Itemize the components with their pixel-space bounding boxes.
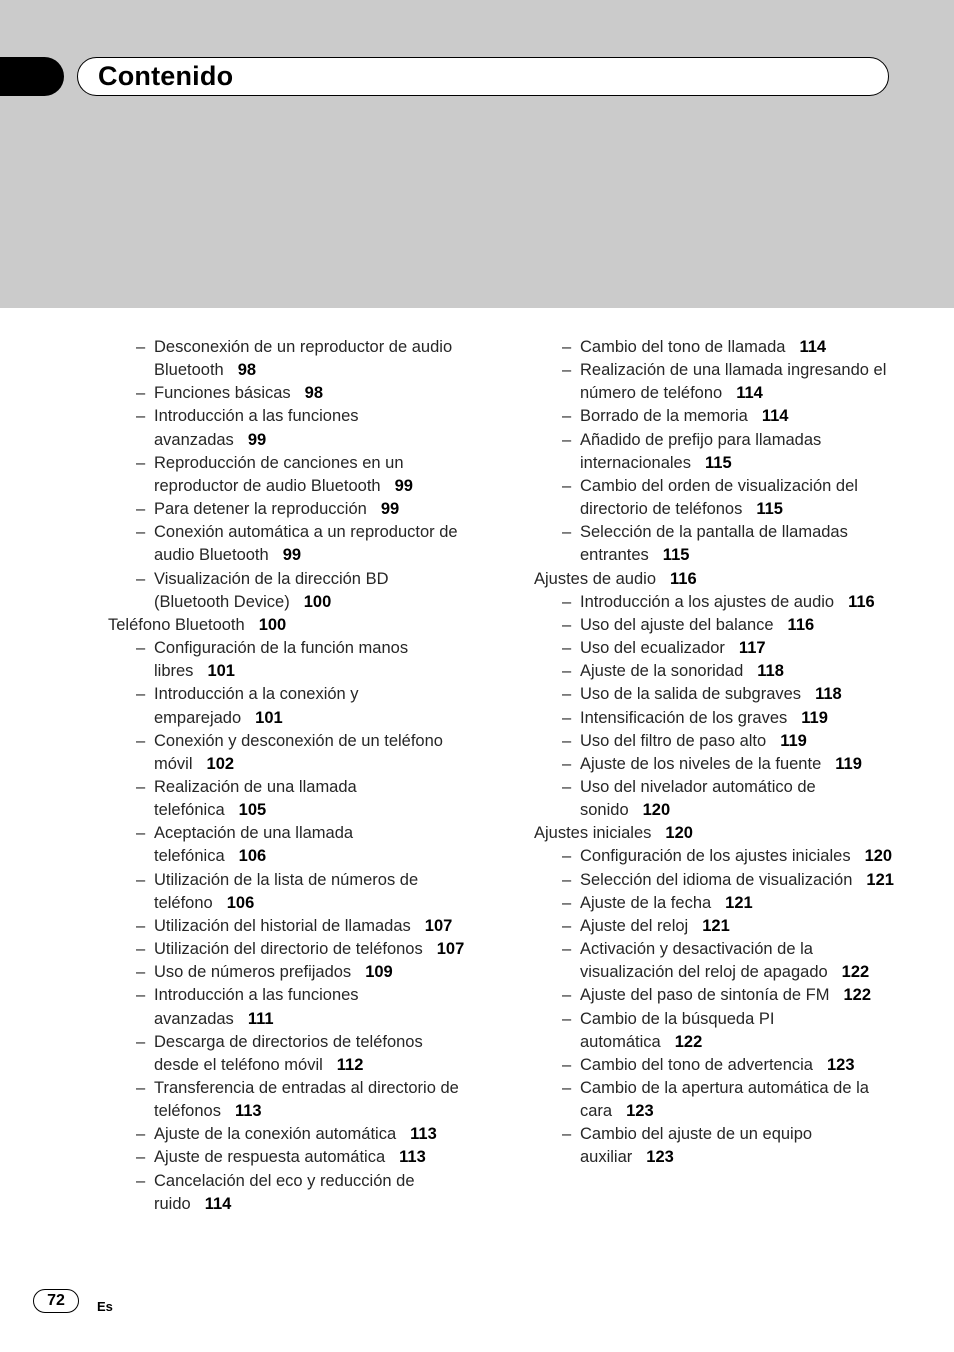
toc-entry[interactable] <box>534 637 896 660</box>
toc-entry-title: Uso de números prefijados <box>154 963 352 982</box>
toc-entry[interactable] <box>108 1146 468 1169</box>
toc-entry-page: 114 <box>761 407 789 426</box>
toc-entry-page: 106 <box>226 893 255 912</box>
toc-entry-title: Realización de una llamada telefónica <box>154 777 357 820</box>
toc-entry[interactable] <box>534 405 896 428</box>
toc-entry[interactable] <box>108 869 468 915</box>
toc-section[interactable] <box>108 614 468 637</box>
toc-entry[interactable] <box>534 707 896 730</box>
toc-right-column <box>534 336 896 1170</box>
toc-entry[interactable] <box>108 984 468 1030</box>
toc-entry-title: Cancelación del eco y reducción de ruido <box>154 1171 415 1213</box>
toc-entry-page: 114 <box>736 384 763 403</box>
toc-entry-page: 112 <box>336 1055 364 1074</box>
toc-entry-title: Transferencia de entradas al directorio de teléfonos <box>154 1079 459 1121</box>
toc-entry[interactable] <box>534 1008 896 1054</box>
toc-entry-page: 120 <box>642 801 671 820</box>
toc-entry-page: 101 <box>255 708 283 727</box>
toc-entry-page: 105 <box>238 801 267 820</box>
toc-entry[interactable] <box>534 336 896 359</box>
toc-entry-title: Intensificación de los graves <box>580 708 788 727</box>
toc-entry-page: 119 <box>801 708 828 727</box>
toc-entry[interactable] <box>534 429 896 475</box>
toc-entry[interactable] <box>534 359 896 405</box>
toc-entry-page: 122 <box>674 1032 703 1051</box>
toc-entry-page: 100 <box>258 615 287 634</box>
toc-section[interactable] <box>534 822 896 845</box>
toc-entry-title: Borrado de la memoria <box>580 407 748 426</box>
toc-entry-title: Uso del nivelador automático de sonido <box>580 777 816 820</box>
toc-entry[interactable] <box>108 1031 468 1077</box>
toc-entry-page: 111 <box>247 1009 274 1028</box>
toc-entry[interactable] <box>534 776 896 822</box>
toc-entry[interactable] <box>108 822 468 868</box>
toc-entry-title: Ajustes de audio <box>534 569 657 588</box>
toc-entry-title: Cambio de la apertura automática de la cara <box>580 1079 869 1121</box>
toc-entry-page: 118 <box>757 662 784 681</box>
toc-entry-page: 119 <box>835 754 862 773</box>
toc-entry-title: Introducción a la conexión y emparejado <box>154 685 359 727</box>
toc-entry-page: 123 <box>626 1102 654 1121</box>
toc-entry-title: Utilización del historial de llamadas <box>154 916 411 935</box>
toc-entry-title: Activación y desactivación de la visualización del reloj de apagado <box>580 940 828 982</box>
toc-entry-title: Configuración de los ajustes iniciales <box>580 847 851 866</box>
toc-entry-page: 117 <box>738 639 766 658</box>
toc-entry-page: 107 <box>424 916 453 935</box>
toc-entry-title: Reproducción de canciones en un reproductor de audio Bluetooth <box>154 453 404 495</box>
toc-entry-title: Ajuste de la sonoridad <box>580 662 744 681</box>
toc-entry[interactable] <box>108 961 468 984</box>
toc-entry-title: Cambio del tono de llamada <box>580 338 786 356</box>
toc-entry-title: Utilización de la lista de números de teléfono <box>154 870 419 912</box>
toc-entry-page: 123 <box>826 1055 855 1074</box>
toc-entry-title: Ajuste del reloj <box>580 916 689 935</box>
toc-entry-page: 123 <box>646 1148 674 1167</box>
toc-entry[interactable] <box>534 753 896 776</box>
title-bar <box>77 57 889 96</box>
toc-entry[interactable] <box>108 637 468 683</box>
toc-section[interactable] <box>534 568 896 591</box>
toc-entry-title: Ajuste de la fecha <box>580 893 712 912</box>
toc-entry[interactable] <box>534 938 896 984</box>
toc-entry-page: 100 <box>303 592 332 611</box>
toc-entry-page: 121 <box>725 893 753 912</box>
toc-entry-page: 121 <box>866 870 894 889</box>
toc-entry-title: Conexión y desconexión de un teléfono móvil <box>154 731 443 773</box>
toc-entry[interactable] <box>534 984 896 1007</box>
toc-entry-title: Realización de una llamada ingresando el número de teléfono <box>580 361 887 403</box>
toc-entry[interactable] <box>534 845 896 868</box>
page-number: 72 <box>33 1289 79 1313</box>
toc-entry-title: Uso del ajuste del balance <box>580 615 774 634</box>
toc-entry-page: 99 <box>247 430 267 449</box>
toc-entry-page: 120 <box>864 847 893 866</box>
toc-entry[interactable] <box>108 938 468 961</box>
toc-entry-title: Introducción a los ajustes de audio <box>580 592 835 611</box>
toc-entry-page: 109 <box>365 963 393 982</box>
toc-entry-page: 101 <box>207 662 235 681</box>
toc-entry-page: 115 <box>756 500 783 519</box>
toc-entry-page: 114 <box>204 1194 232 1213</box>
toc-entry-page: 113 <box>410 1125 437 1144</box>
toc-entry-page: 98 <box>237 361 257 380</box>
toc-entry-page: 114 <box>799 338 827 356</box>
toc-entry[interactable] <box>108 915 468 938</box>
toc-entry[interactable] <box>108 1077 468 1123</box>
toc-entry-page: 122 <box>843 986 872 1005</box>
toc-entry-page: 113 <box>399 1148 426 1167</box>
toc-entry-page: 116 <box>787 615 815 634</box>
toc-entry[interactable] <box>108 683 468 729</box>
toc-entry-title: Cambio del tono de advertencia <box>580 1055 813 1074</box>
toc-entry[interactable] <box>108 1170 468 1216</box>
toc-entry[interactable] <box>108 776 468 822</box>
toc-entry[interactable] <box>108 405 468 451</box>
toc-entry-title: Visualización de la dirección BD (Bluetooth Device) <box>154 569 389 611</box>
toc-entry-page: 99 <box>380 500 400 519</box>
toc-entry-title: Ajuste de respuesta automática <box>154 1148 386 1167</box>
toc-entry-page: 116 <box>848 592 875 611</box>
toc-entry[interactable] <box>534 614 896 637</box>
toc-entry-title: Ajuste del paso de sintonía de FM <box>580 986 830 1005</box>
toc-entry[interactable] <box>108 336 468 382</box>
toc-entry-page: 107 <box>436 940 465 959</box>
toc-entry-page: 120 <box>665 824 693 843</box>
toc-entry-title: Utilización del directorio de teléfonos <box>154 940 423 959</box>
toc-entry-title: Ajuste de los niveles de la fuente <box>580 754 822 773</box>
toc-entry-title: Introducción a las funciones avanzadas <box>154 986 359 1028</box>
toc-entry-title: Selección de la pantalla de llamadas entrantes <box>580 523 848 565</box>
toc-entry[interactable] <box>534 1054 896 1077</box>
toc-entry-title: Selección del idioma de visualización <box>580 870 853 889</box>
toc-left-column <box>108 336 468 1216</box>
toc-entry[interactable] <box>534 660 896 683</box>
toc-entry-page: 113 <box>234 1102 262 1121</box>
toc-entry[interactable] <box>108 452 468 498</box>
toc-entry-page: 118 <box>815 685 842 704</box>
toc-entry-title: Uso de la salida de subgraves <box>580 685 802 704</box>
toc-entry[interactable] <box>534 1077 896 1123</box>
toc-entry-title: Uso del ecualizador <box>580 639 725 658</box>
toc-entry-page: 102 <box>206 754 235 773</box>
toc-entry[interactable] <box>534 683 896 706</box>
toc-entry[interactable] <box>534 591 896 614</box>
toc-entry-page: 99 <box>394 476 413 495</box>
toc-entry[interactable] <box>108 730 468 776</box>
toc-entry-title: Teléfono Bluetooth <box>108 615 245 634</box>
toc-entry[interactable] <box>108 382 468 405</box>
toc-entry-title: Desconexión de un reproductor de audio Bluetooth <box>154 338 453 380</box>
toc-entry-page: 115 <box>705 453 732 472</box>
toc-entry-title: Introducción a las funciones avanzadas <box>154 407 359 449</box>
header-banner <box>0 0 954 308</box>
toc-entry-page: 98 <box>304 384 324 403</box>
toc-entry-title: Cambio del ajuste de un equipo auxiliar <box>580 1125 813 1167</box>
toc-entry[interactable] <box>534 869 896 892</box>
toc-entry-page: 115 <box>662 546 690 565</box>
toc-entry-title: Uso del filtro de paso alto <box>580 731 767 750</box>
toc-entry-title: Aceptación de una llamada telefónica <box>154 824 354 866</box>
toc-entry-title: Conexión automática a un reproductor de audio Bluetooth <box>154 523 458 565</box>
toc-entry-title: Configuración de la función manos libres <box>154 639 409 681</box>
toc-entry-title: Descarga de directorios de teléfonos desde el teléfono móvil <box>154 1032 423 1074</box>
toc-entry-title: Ajuste de la conexión automática <box>154 1125 397 1144</box>
toc-entry-page: 99 <box>282 546 302 565</box>
toc-entry-title: Para detener la reproducción <box>154 500 367 519</box>
toc-entry[interactable] <box>108 1123 468 1146</box>
language-code: Es <box>97 1299 113 1314</box>
toc-entry[interactable] <box>534 1123 896 1169</box>
toc-entry-title: Añadido de prefijo para llamadas internacionales <box>580 430 822 472</box>
toc-entry-page: 122 <box>841 963 870 982</box>
page-title: Contenido <box>98 61 234 91</box>
toc-entry-title: Cambio de la búsqueda PI automática <box>580 1009 775 1051</box>
toc-entry-page: 121 <box>702 916 730 935</box>
section-tab <box>0 57 64 96</box>
toc-entry-page: 119 <box>780 731 807 750</box>
toc-entry[interactable] <box>534 475 896 521</box>
toc-entry-title: Cambio del orden de visualización del directorio de teléfonos <box>580 476 858 519</box>
toc-entry[interactable] <box>534 892 896 915</box>
toc-entry[interactable] <box>534 915 896 938</box>
toc-entry-page: 106 <box>238 847 267 866</box>
toc-entry-page: 116 <box>670 569 697 588</box>
toc-entry[interactable] <box>108 568 468 614</box>
toc-entry[interactable] <box>534 730 896 753</box>
toc-entry[interactable] <box>534 521 896 567</box>
toc-entry[interactable] <box>108 498 468 521</box>
toc-entry[interactable] <box>108 521 468 567</box>
toc-entry-title: Funciones básicas <box>154 384 291 403</box>
toc-entry-title: Ajustes iniciales <box>534 824 652 843</box>
